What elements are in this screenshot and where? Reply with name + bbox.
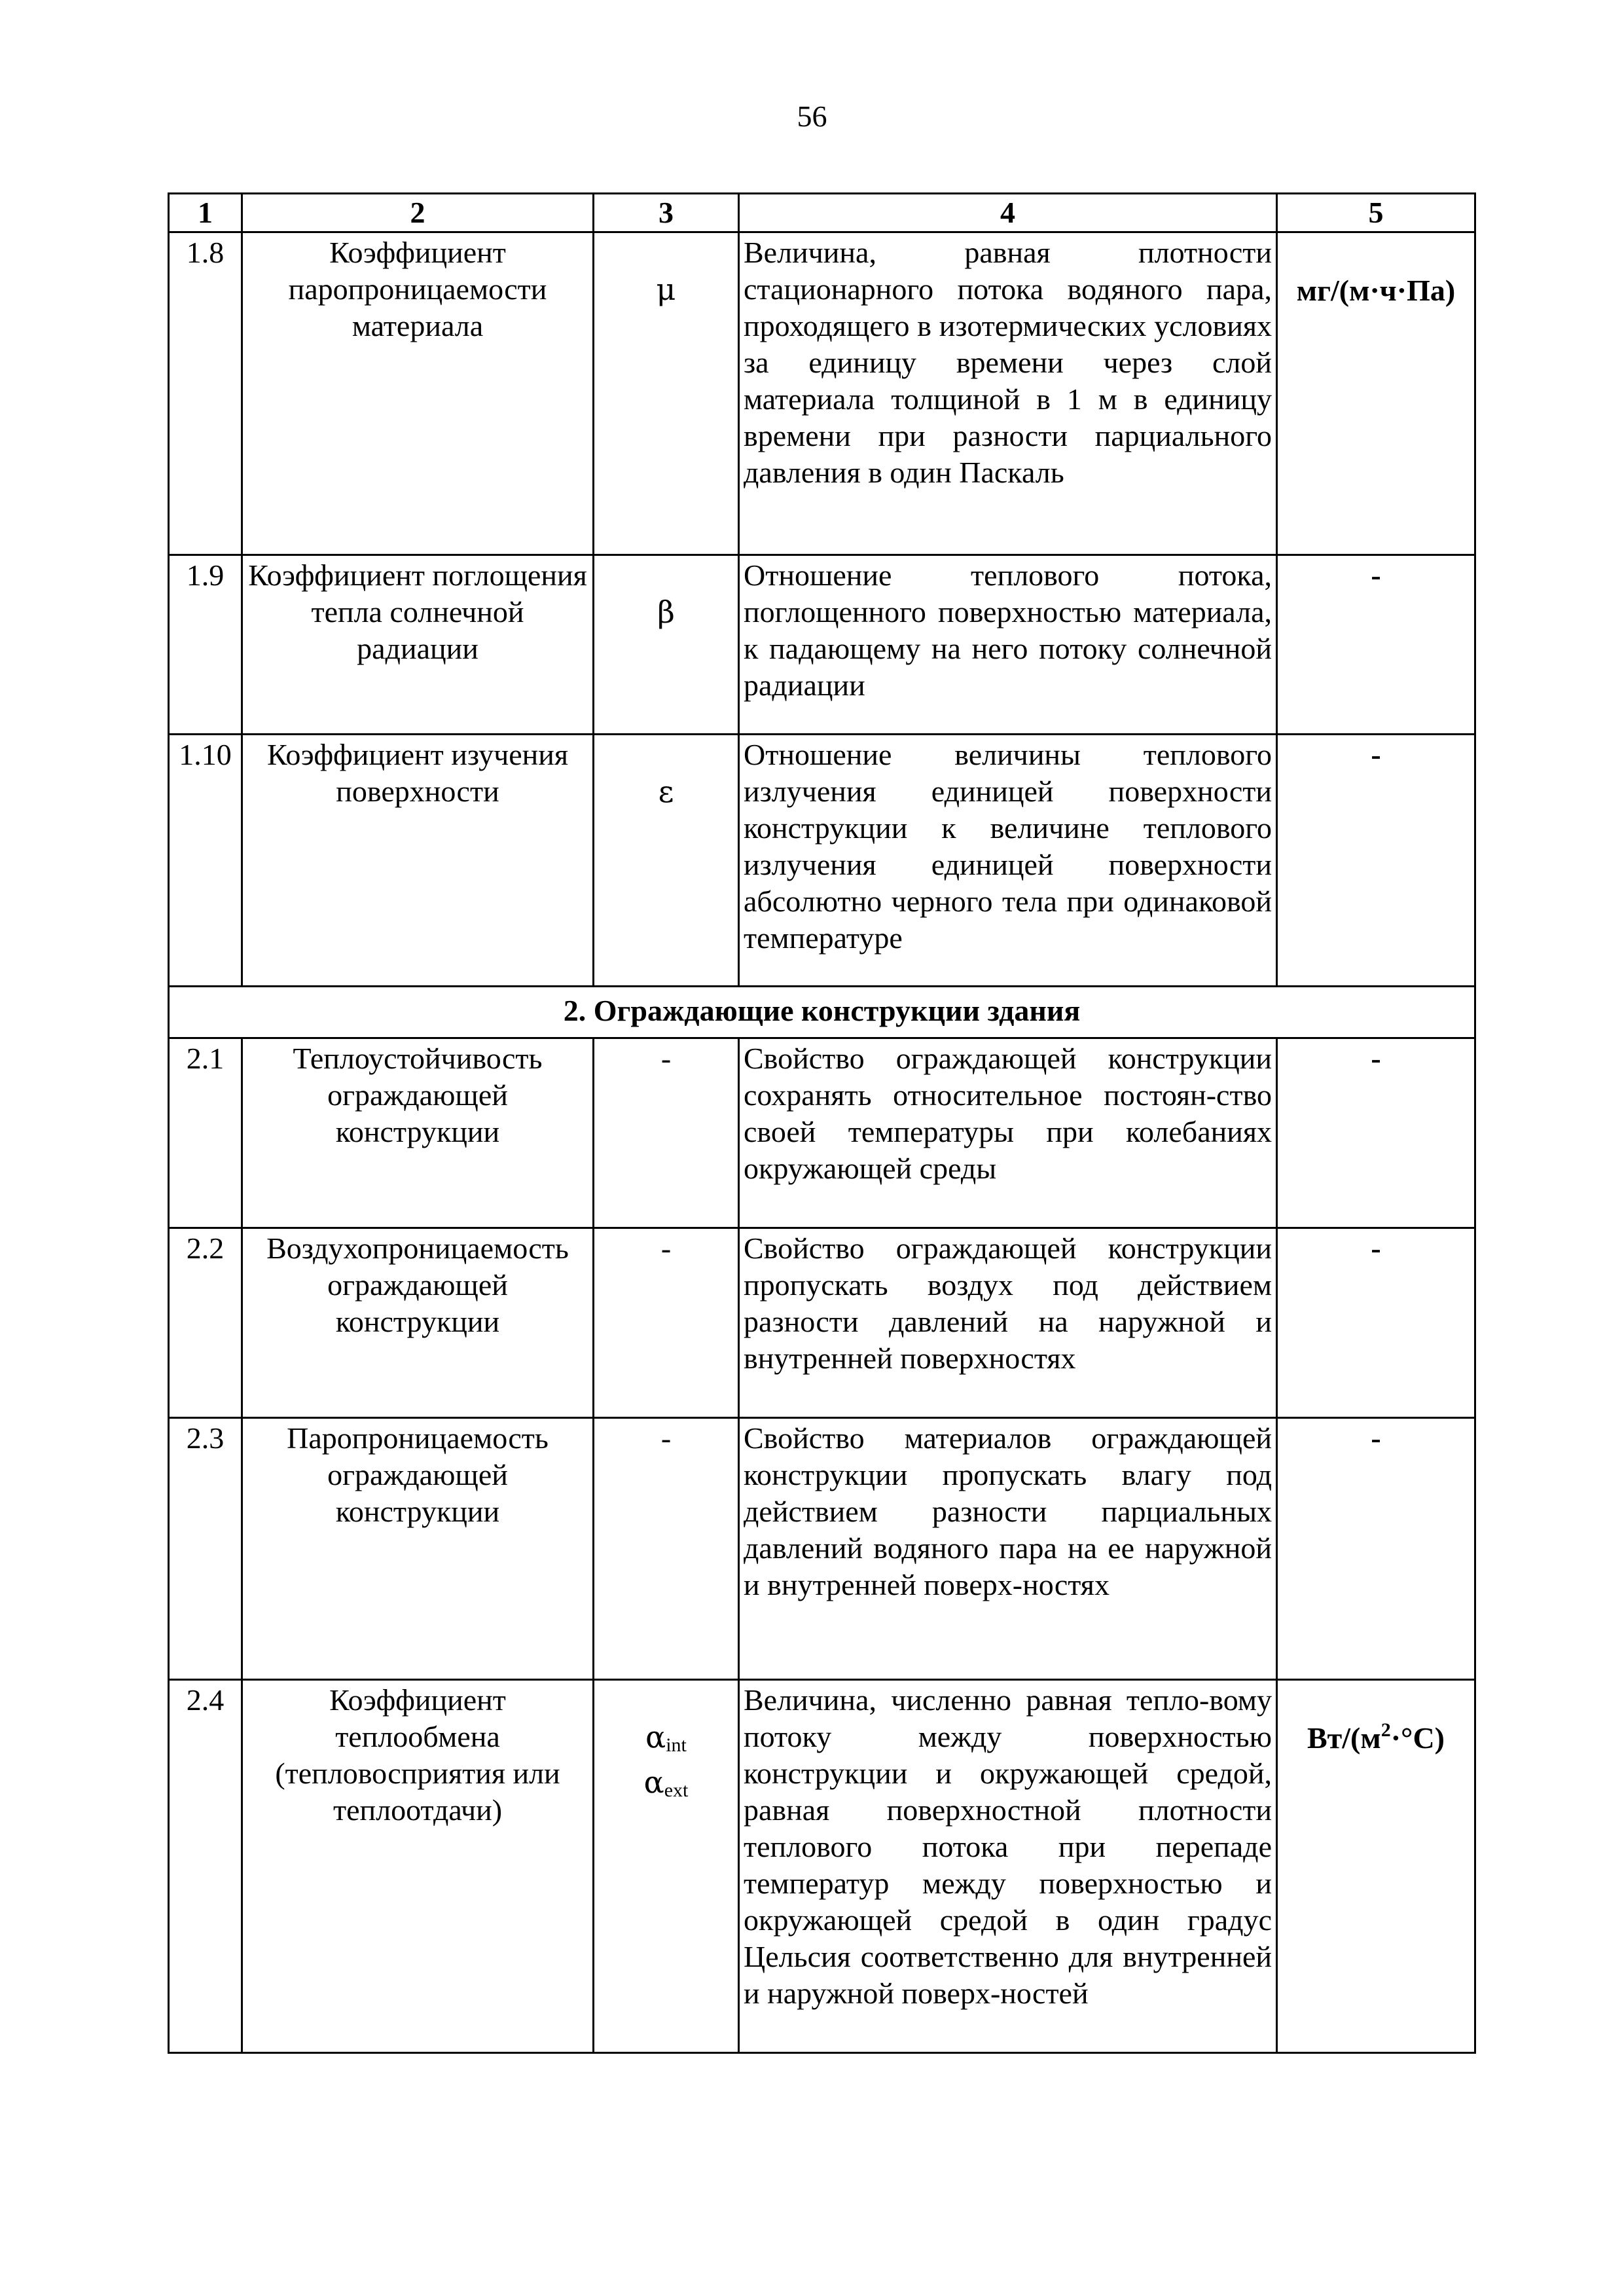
header-cell-4: 4 (739, 194, 1277, 232)
terms-table (168, 192, 1476, 2054)
term-name: Коэффициент изучения поверхности (242, 735, 594, 987)
symbol-alpha-int (598, 1719, 734, 1764)
row-number: 1.10 (169, 735, 242, 987)
term-description: Свойство ограждающей конструкции пропускать воздух под действием разности давлений на наружной и внутренней поверхностях (739, 1228, 1277, 1418)
table-row (169, 232, 1475, 555)
term-symbol: - (594, 1228, 739, 1418)
page-number: 56 (797, 100, 827, 133)
alpha-int-base: α (645, 1719, 666, 1755)
term-unit: - (1277, 1418, 1475, 1680)
table-row (169, 1418, 1475, 1680)
unit-suffix: ·°C) (1390, 1721, 1445, 1755)
term-name: Паропроницаемость ограждающей конструкции (242, 1418, 594, 1680)
term-unit: - (1277, 735, 1475, 987)
term-symbol: β (594, 555, 739, 735)
term-name: Коэффициент паропроницаемости материала (242, 232, 594, 555)
term-unit: - (1277, 555, 1475, 735)
table-row (169, 1038, 1475, 1228)
alpha-int-subscript: int (666, 1734, 687, 1756)
term-description: Величина, равная плотности стационарного потока водяного пара, проходящего в изотермических условиях за единицу времени через слой материала толщиной в 1 м в единицу времени при разности парциального давления в один Паскаль (739, 232, 1277, 555)
term-unit (1277, 1680, 1475, 2053)
alpha-ext-subscript: ext (664, 1779, 689, 1801)
header-cell-3: 3 (594, 194, 739, 232)
row-number: 2.2 (169, 1228, 242, 1418)
term-description: Отношение теплового потока, поглощенного поверхностью материала, к падающему на него потоку солнечной радиации (739, 555, 1277, 735)
header-cell-2: 2 (242, 194, 594, 232)
section-title: 2. Ограждающие конструкции здания (169, 987, 1475, 1038)
term-symbol: μ (594, 232, 739, 555)
table-row (169, 555, 1475, 735)
table-row (169, 1680, 1475, 2053)
header-cell-1: 1 (169, 194, 242, 232)
row-number: 2.1 (169, 1038, 242, 1228)
unit-superscript: 2 (1380, 1719, 1391, 1741)
unit-prefix: Вт/(м (1307, 1721, 1381, 1755)
term-symbol (594, 1680, 739, 2053)
symbol-alpha-ext (598, 1764, 734, 1809)
term-description: Свойство материалов ограждающей конструкции пропускать влагу под действием разности парциальных давлений водяного пара на ее наружной и внутренней поверх-ностях (739, 1418, 1277, 1680)
alpha-ext-base: α (643, 1764, 664, 1800)
term-description: Отношение величины теплового излучения единицей поверхности конструкции к величине теплового излучения единицей поверхности абсолютно черного тела при одинаковой температуре (739, 735, 1277, 987)
term-name: Коэффициент теплообмена (тепловосприятия или теплоотдачи) (242, 1680, 594, 2053)
term-unit: - (1277, 1228, 1475, 1418)
table-row (169, 735, 1475, 987)
term-unit: - (1277, 1038, 1475, 1228)
header-cell-5: 5 (1277, 194, 1475, 232)
table-row (169, 1228, 1475, 1418)
row-number: 1.8 (169, 232, 242, 555)
term-name: Коэффициент поглощения тепла солнечной радиации (242, 555, 594, 735)
term-description: Величина, численно равная тепло-вому потоку между поверхностью конструкции и окружающей средой, равная поверхностной плотности теплового потока при перепаде температур между поверхностью и окружающей средой в один градус Цельсия соответственно для внутренней и наружной поверх-ностей (739, 1680, 1277, 2053)
header-row (169, 194, 1475, 232)
term-symbol: ε (594, 735, 739, 987)
row-number: 2.4 (169, 1680, 242, 2053)
term-symbol: - (594, 1418, 739, 1680)
term-unit: мг/(м·ч·Па) (1277, 232, 1475, 555)
term-name: Воздухопроницаемость ограждающей конструкции (242, 1228, 594, 1418)
section-row (169, 987, 1475, 1038)
row-number: 2.3 (169, 1418, 242, 1680)
term-symbol: - (594, 1038, 739, 1228)
row-number: 1.9 (169, 555, 242, 735)
term-description: Свойство ограждающей конструкции сохранять относительное постоян-ство своей температуры при колебаниях окружающей среды (739, 1038, 1277, 1228)
term-name: Теплоустойчивость ограждающей конструкции (242, 1038, 594, 1228)
